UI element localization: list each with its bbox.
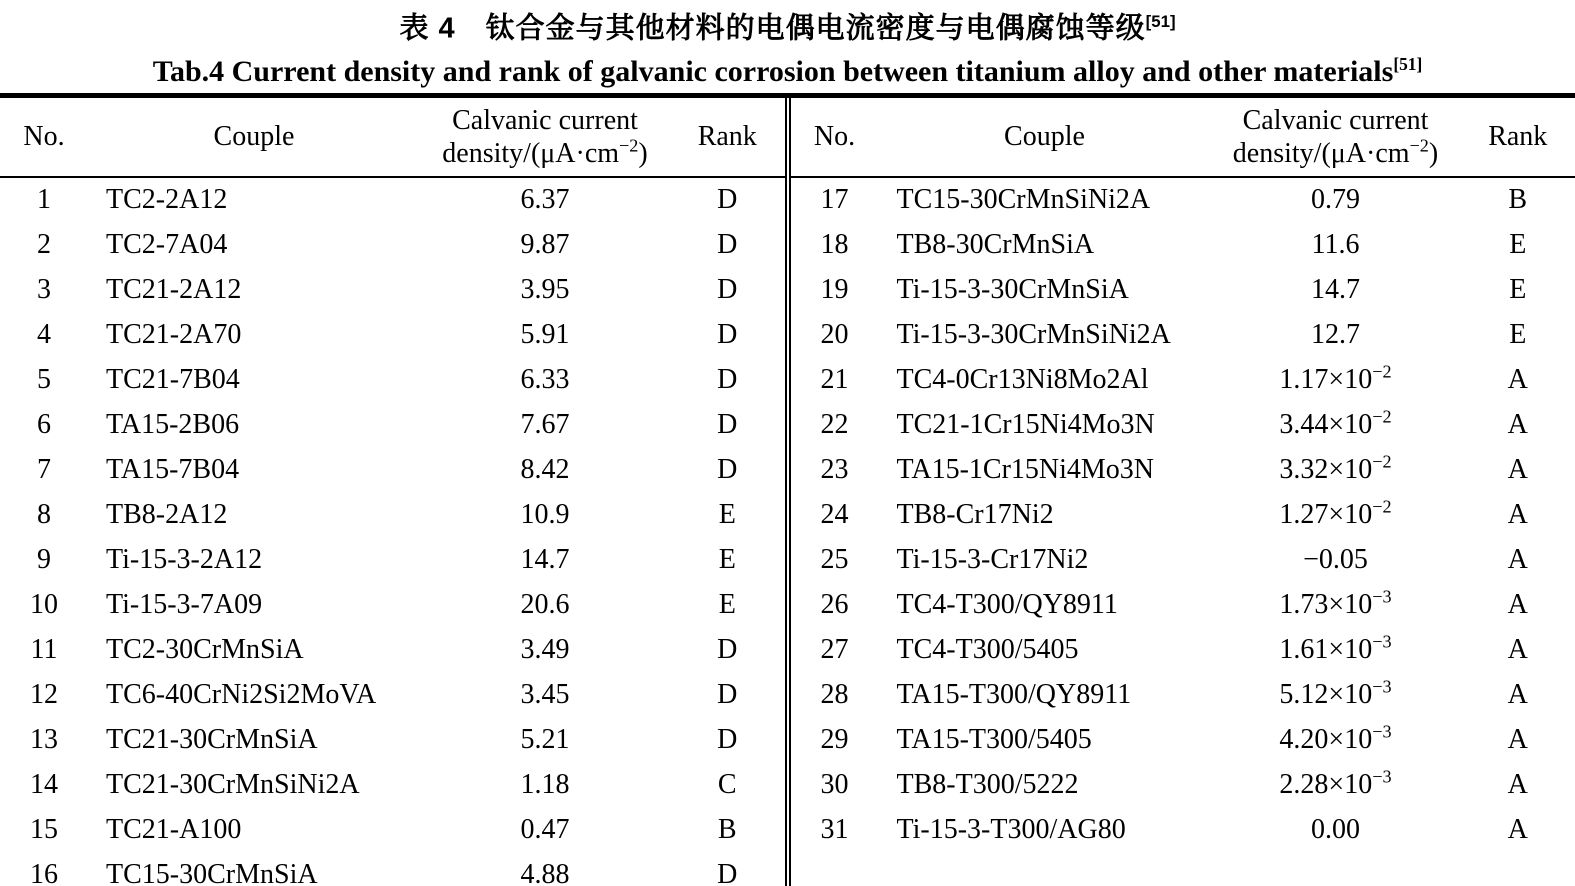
rank-cell: A <box>1507 409 1528 441</box>
rank-cell: D <box>717 274 738 306</box>
rank-cell: B <box>1508 184 1528 216</box>
rank-cell: A <box>1507 769 1528 801</box>
density-value-cell: 5.91 <box>520 319 570 351</box>
row-number-cell: 25 <box>820 544 849 576</box>
column-header-density <box>420 98 670 177</box>
rank-cell: D <box>717 724 738 756</box>
density-exponent: −3 <box>1372 631 1392 652</box>
couple-cell: TB8-T300/5222 <box>896 769 1079 801</box>
table-row <box>0 673 785 718</box>
rank-cell: E <box>718 589 736 621</box>
row-number-cell: 9 <box>37 544 51 576</box>
density-value-cell: 0.79 <box>1311 184 1360 216</box>
column-header-rank: Rank <box>670 98 785 177</box>
density-value-cell: 20.6 <box>520 589 570 621</box>
couple-cell: Ti-15-3-30CrMnSiA <box>896 274 1129 306</box>
table-row <box>791 763 1575 808</box>
density-value-cell: $1.61\times 10^{-3}$ <box>1279 631 1392 666</box>
couple-cell: TC6-40CrNi2Si2MoVA <box>106 679 377 711</box>
density-value-cell: 14.7 <box>520 544 570 576</box>
rank-cell: D <box>717 454 738 486</box>
density-exponent: −2 <box>1372 361 1392 382</box>
table-row <box>791 538 1575 583</box>
density-value-cell: 0.47 <box>520 814 570 846</box>
row-number-cell: 5 <box>37 364 51 396</box>
table-row <box>791 177 1575 223</box>
row-number-cell: 16 <box>30 859 58 886</box>
row-number-cell: 19 <box>820 274 849 306</box>
row-number-cell: 23 <box>820 454 849 486</box>
table-row <box>0 358 785 403</box>
table-row <box>791 223 1575 268</box>
table-row <box>791 628 1575 673</box>
couple-cell: TC2-2A12 <box>106 184 228 216</box>
rank-cell: D <box>717 859 738 886</box>
row-number-cell: 18 <box>820 229 849 261</box>
couple-cell: TC21-30CrMnSiA <box>106 724 318 756</box>
density-exponent: −3 <box>1372 586 1392 607</box>
density-value-cell: $5.12\times 10^{-3}$ <box>1279 676 1392 711</box>
rank-cell: D <box>717 319 738 351</box>
couple-cell: TC15-30CrMnSiA <box>106 859 318 886</box>
couple-cell: TA15-T300/5405 <box>896 724 1092 756</box>
table-row <box>0 313 785 358</box>
rank-cell: A <box>1507 724 1528 756</box>
couple-cell: TA15-T300/QY8911 <box>896 679 1132 711</box>
table-title-chinese <box>0 0 1575 47</box>
row-number-cell: 12 <box>30 679 58 711</box>
density-value-cell: 3.49 <box>520 634 570 666</box>
couple-cell: Ti-15-3-30CrMnSiNi2A <box>896 319 1171 351</box>
table-row <box>791 403 1575 448</box>
rank-cell: B <box>717 814 737 846</box>
couple-cell: Ti-15-3-Cr17Ni2 <box>896 544 1089 576</box>
density-value-cell: 14.7 <box>1311 274 1360 306</box>
table-row <box>791 583 1575 628</box>
citation-ref-chinese: [51] <box>1145 12 1176 31</box>
couple-cell: TB8-Cr17Ni2 <box>896 499 1054 531</box>
density-value-cell: 4.88 <box>520 859 570 886</box>
row-number-cell: 28 <box>820 679 849 711</box>
density-header-line1: Calvanic current <box>452 104 638 136</box>
couple-cell: TC21-A100 <box>106 814 242 846</box>
density-value-cell: 3.45 <box>520 679 570 711</box>
couple-cell: TA15-1Cr15Ni4Mo3N <box>896 454 1155 486</box>
column-header-couple: Couple <box>879 98 1211 177</box>
couple-cell: TA15-2B06 <box>106 409 240 441</box>
couple-cell: TC4-0Cr13Ni8Mo2Al <box>896 364 1149 396</box>
density-exponent: −2 <box>1372 496 1392 517</box>
row-number-cell: 27 <box>820 634 849 666</box>
table-row <box>791 718 1575 763</box>
rank-cell: A <box>1507 454 1528 486</box>
density-exponent: −3 <box>1372 721 1392 742</box>
row-number-cell: 14 <box>30 769 58 801</box>
density-value-cell: $1.27\times 10^{-2}$ <box>1279 496 1392 531</box>
couple-cell: Ti-15-3-7A09 <box>106 589 263 621</box>
table-row <box>0 538 785 583</box>
density-exponent: −2 <box>1372 451 1392 472</box>
rank-cell: D <box>717 184 738 216</box>
table-right-half <box>791 98 1575 886</box>
density-exponent: −2 <box>1372 406 1392 427</box>
table-left <box>0 98 785 886</box>
couple-cell: TC21-30CrMnSiNi2A <box>106 769 360 801</box>
table-row <box>0 448 785 493</box>
row-number-cell: 20 <box>820 319 849 351</box>
density-value-cell: 8.42 <box>520 454 570 486</box>
table-row <box>0 493 785 538</box>
row-number-cell: 2 <box>37 229 51 261</box>
table-row <box>791 313 1575 358</box>
couple-cell: TB8-2A12 <box>106 499 228 531</box>
table-row <box>0 223 785 268</box>
rank-cell: A <box>1507 364 1528 396</box>
table-row <box>791 358 1575 403</box>
rank-cell: E <box>1509 229 1527 261</box>
table-row <box>791 448 1575 493</box>
column-header-density <box>1211 98 1461 177</box>
column-header-no: No. <box>791 98 879 177</box>
column-header-rank: Rank <box>1461 98 1575 177</box>
rank-cell: C <box>717 769 737 801</box>
couple-cell: TC15-30CrMnSiNi2A <box>896 184 1151 216</box>
rank-cell: E <box>718 544 736 576</box>
row-number-cell: 17 <box>820 184 849 216</box>
density-value-cell: $1.73\times 10^{-3}$ <box>1279 586 1392 621</box>
table-row <box>791 808 1575 853</box>
row-number-cell: 21 <box>820 364 849 396</box>
rank-cell: D <box>717 679 738 711</box>
couple-cell: TC2-30CrMnSiA <box>106 634 304 666</box>
row-number-cell: 13 <box>30 724 58 756</box>
density-value-cell: $2.28\times 10^{-3}$ <box>1279 766 1392 801</box>
rank-cell: E <box>1509 319 1527 351</box>
row-number-cell: 31 <box>820 814 849 846</box>
rank-cell: A <box>1507 634 1528 666</box>
row-number-cell: 11 <box>30 634 58 666</box>
density-value-cell: 7.67 <box>520 409 570 441</box>
density-value-cell: $4.20\times 10^{-3}$ <box>1279 721 1392 756</box>
couple-cell: TC2-7A04 <box>106 229 228 261</box>
table-header-row <box>791 98 1575 177</box>
galvanic-corrosion-table <box>0 93 1575 886</box>
row-number-cell: 3 <box>37 274 51 306</box>
rank-cell: A <box>1507 499 1528 531</box>
couple-cell: TC21-1Cr15Ni4Mo3N <box>896 409 1155 441</box>
table-row <box>0 853 785 886</box>
table-header-row <box>0 98 785 177</box>
density-value-cell: $1.17\times 10^{-2}$ <box>1279 361 1392 396</box>
rank-cell: D <box>717 409 738 441</box>
rank-cell: D <box>717 364 738 396</box>
row-number-cell: 10 <box>30 589 58 621</box>
table-row <box>0 628 785 673</box>
column-header-no: No. <box>0 98 88 177</box>
density-value-cell: $3.44\times 10^{-2}$ <box>1279 406 1392 441</box>
couple-cell: Ti-15-3-T300/AG80 <box>896 814 1126 846</box>
density-value-cell: 3.95 <box>520 274 570 306</box>
table-title-english <box>0 47 1575 89</box>
density-value-cell: 12.7 <box>1311 319 1360 351</box>
density-header-exponent: −2 <box>1409 135 1429 156</box>
couple-cell: TC21-7B04 <box>106 364 240 396</box>
density-value-cell: 0.00 <box>1311 814 1360 846</box>
couple-cell: TC4-T300/QY8911 <box>896 589 1118 621</box>
density-exponent: −3 <box>1372 766 1392 787</box>
density-header-line2: density/(μA·cm <box>442 137 620 169</box>
density-value-cell: 1.18 <box>520 769 570 801</box>
couple-cell: TA15-7B04 <box>106 454 240 486</box>
rank-cell: E <box>718 499 736 531</box>
table-row <box>791 493 1575 538</box>
row-number-cell: 4 <box>37 319 51 351</box>
row-number-cell: 8 <box>37 499 51 531</box>
density-header-line1: Calvanic current <box>1242 104 1429 136</box>
rank-cell: D <box>717 229 738 261</box>
density-header-line2: density/(μA·cm <box>1232 137 1410 169</box>
density-value-cell: 6.37 <box>520 184 570 216</box>
citation-ref-english: [51] <box>1393 53 1423 74</box>
density-header-exponent: −2 <box>619 135 639 156</box>
row-number-cell: 26 <box>820 589 849 621</box>
density-header-close-paren: ) <box>1428 137 1439 169</box>
couple-cell: TC4-T300/5405 <box>896 634 1079 666</box>
row-number-cell: 7 <box>37 454 51 486</box>
density-value-cell: 11.6 <box>1311 229 1360 261</box>
rank-cell: D <box>717 634 738 666</box>
row-number-cell: 29 <box>820 724 849 756</box>
density-value-cell: 10.9 <box>520 499 570 531</box>
density-value-cell: $3.32\times 10^{-2}$ <box>1279 451 1392 486</box>
row-number-cell: 24 <box>820 499 849 531</box>
rank-cell: A <box>1507 679 1528 711</box>
table-title-english-text: Tab.4 Current density and rank of galvanic corrosion between titanium alloy and other materials <box>152 54 1394 88</box>
density-value-cell: 9.87 <box>520 229 570 261</box>
table-right <box>791 98 1575 853</box>
table-row <box>0 763 785 808</box>
density-header-close-paren: ) <box>638 137 648 169</box>
rank-cell: A <box>1507 814 1528 846</box>
couple-cell: TC21-2A70 <box>106 319 242 351</box>
table-row <box>0 583 785 628</box>
row-number-cell: 6 <box>37 409 51 441</box>
density-value-cell: −0.05 <box>1303 544 1368 576</box>
table-row <box>0 268 785 313</box>
row-number-cell: 15 <box>30 814 58 846</box>
row-number-cell: 30 <box>820 769 849 801</box>
table-row <box>0 177 785 223</box>
table-row <box>791 268 1575 313</box>
table-row <box>0 808 785 853</box>
row-number-cell: 22 <box>820 409 849 441</box>
table-row <box>791 673 1575 718</box>
couple-cell: Ti-15-3-2A12 <box>106 544 263 576</box>
density-exponent: −3 <box>1372 676 1392 697</box>
rank-cell: E <box>1509 274 1527 306</box>
row-number-cell: 1 <box>37 184 51 216</box>
couple-cell: TC21-2A12 <box>106 274 242 306</box>
table-left-half <box>0 98 785 886</box>
couple-cell: TB8-30CrMnSiA <box>896 229 1095 261</box>
rank-cell: A <box>1507 544 1528 576</box>
column-header-couple: Couple <box>88 98 420 177</box>
density-value-cell: 5.21 <box>520 724 570 756</box>
table-row <box>0 718 785 763</box>
rank-cell: A <box>1507 589 1528 621</box>
table-row <box>0 403 785 448</box>
table-title-chinese-text: 表 4 钛合金与其他材料的电偶电流密度与电偶腐蚀等级 <box>399 12 1146 45</box>
density-value-cell: 6.33 <box>520 364 570 396</box>
